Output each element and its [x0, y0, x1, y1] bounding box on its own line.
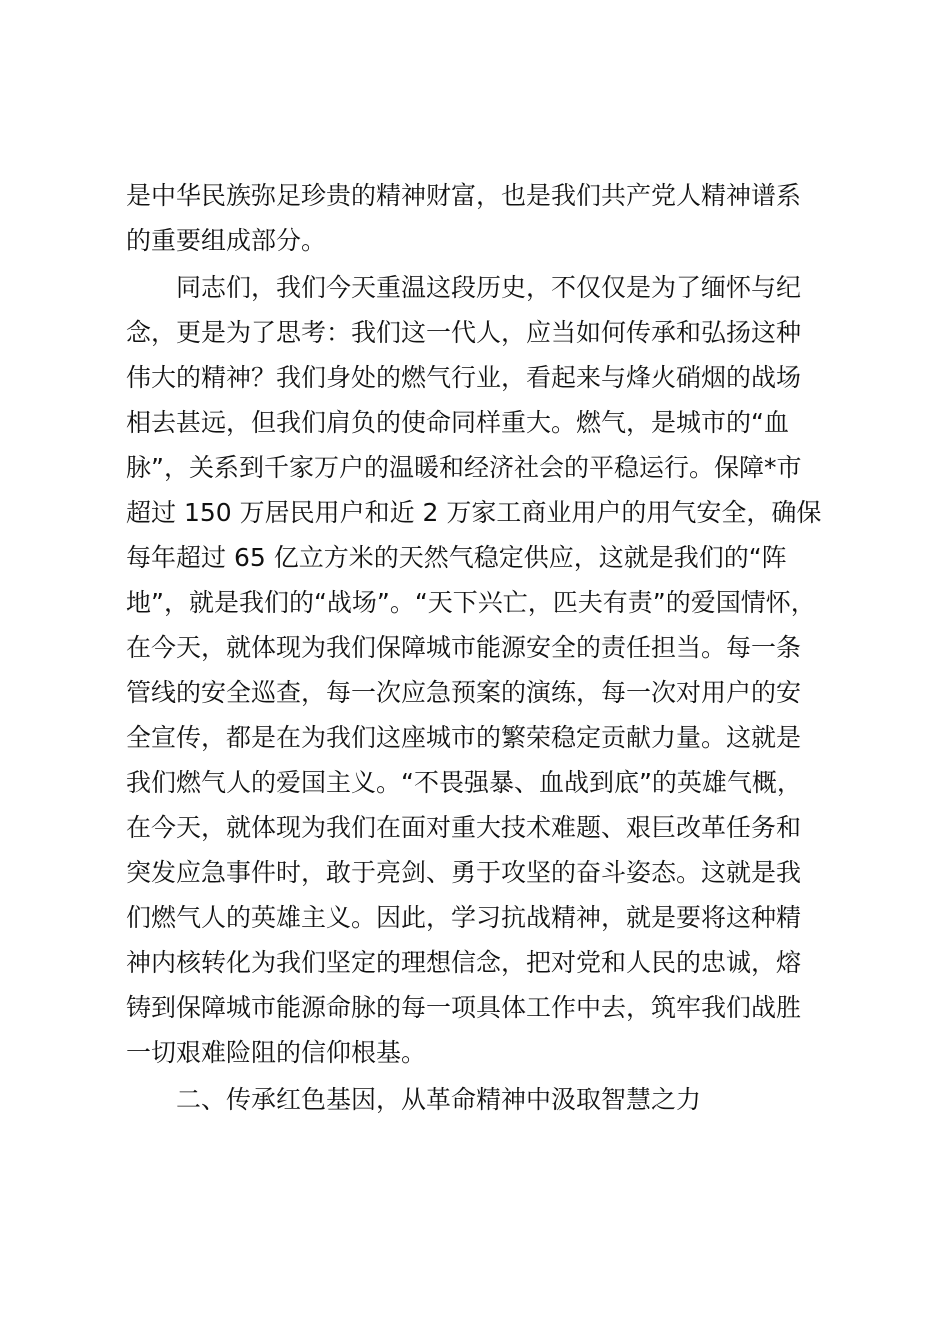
text-line: 全宣传，都是在为我们这座城市的繁荣稳定贡献力量。这就是	[126, 723, 802, 752]
text-line: 同志们，我们今天重温这段历史，不仅仅是为了缅怀与纪	[176, 273, 802, 302]
text-line: 是中华民族弥足珍贵的精神财富，也是我们共产党人精神谱系	[126, 181, 802, 210]
paragraph-continuation	[126, 173, 826, 263]
text-line: 们燃气人的英雄主义。因此，学习抗战精神，就是要将这种精	[126, 903, 802, 932]
text-line: 我们燃气人的爱国主义。“不畏强暴、血战到底”的英雄气概，	[126, 768, 802, 797]
text-line: 相去甚远，但我们肩负的使命同样重大。燃气，是城市的“血	[126, 408, 789, 437]
text-line: 突发应急事件时，敢于亮剑、勇于攻坚的奋斗姿态。这就是我	[126, 858, 802, 887]
text-line: 管线的安全巡查，每一次应急预案的演练，每一次对用户的安	[126, 678, 802, 707]
text-line: 念，更是为了思考：我们这一代人，应当如何传承和弘扬这种	[126, 318, 802, 347]
body-text	[126, 173, 826, 1122]
section-heading: 二、传承红色基因，从革命精神中汲取智慧之力	[176, 1085, 702, 1114]
text-line: 每年超过 65 亿立方米的天然气稳定供应，这就是我们的“阵	[126, 543, 787, 572]
text-line: 神内核转化为我们坚定的理想信念，把对党和人民的忠诚，熔	[126, 948, 802, 977]
text-line: 铸到保障城市能源命脉的每一项具体工作中去，筑牢我们战胜	[126, 993, 802, 1022]
text-line: 地”，就是我们的“战场”。“天下兴亡，匹夫有责”的爱国情怀，	[126, 588, 816, 617]
text-line: 一切艰难险阻的信仰根基。	[126, 1038, 427, 1067]
text-line: 超过 150 万居民用户和近 2 万家工商业用户的用气安全，确保	[126, 498, 822, 527]
text-line: 在今天，就体现为我们保障城市能源安全的责任担当。每一条	[126, 633, 802, 662]
text-line: 脉”，关系到千家万户的温暖和经济社会的平稳运行。保障*市	[126, 453, 802, 482]
text-line: 在今天，就体现为我们在面对重大技术难题、艰巨改革任务和	[126, 813, 802, 842]
text-line: 的重要组成部分。	[126, 226, 327, 255]
text-line: 伟大的精神？我们身处的燃气行业，看起来与烽火硝烟的战场	[126, 363, 802, 392]
paragraph-main	[126, 265, 826, 1075]
